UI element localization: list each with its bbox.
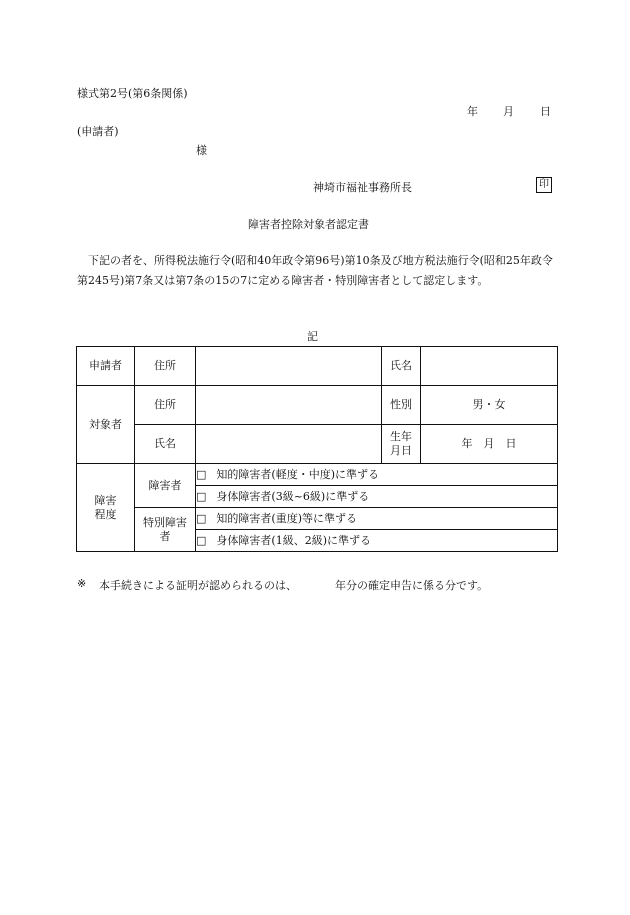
date-year: 年 [467,105,478,118]
option-physical-1-2[interactable] [196,530,558,552]
applicant-address-label: 住所 [135,347,196,386]
option-label: 知的障害者(重度)等に準ずる [216,511,357,525]
table-row [77,347,558,386]
gender-label: 性別 [382,386,421,425]
gender-value[interactable]: 男・女 [421,386,558,425]
disabled-cell: 障害者 [135,464,196,508]
table-row [77,425,558,464]
applicant-name-field[interactable] [421,347,558,386]
degree-cell: 障害程度 [77,464,135,552]
seal-mark: 印 [536,177,552,193]
checkbox-icon[interactable]: □ [196,489,207,503]
option-physical-3-6[interactable] [196,486,558,508]
applicant-address-field[interactable] [196,347,382,386]
footnote-mark: ※ [77,577,87,590]
honorific: 様 [196,144,207,157]
applicant-label: (申請者) [77,125,119,138]
form-number: 様式第2号(第6条関係) [77,87,188,100]
body-text: 下記の者を、所得税法施行令(昭和40年政令第96号)第10条及び地方税法施行令(昭和25年政令第245号)第7条又は第7条の15の7に定める障害者・特別障害者として認定します。 [77,254,553,287]
birth-date-label: 生年月日 [382,425,421,464]
footnote-text-after: 年分の確定申告に係る分です。 [335,579,489,592]
birth-date-value[interactable]: 年 月 日 [421,425,558,464]
certification-table [76,346,558,552]
checkbox-icon[interactable]: □ [196,511,207,525]
option-label: 身体障害者(1級、2級)に準ずる [216,533,371,547]
date-day: 日 [540,105,551,118]
document-title: 障害者控除対象者認定書 [248,218,369,231]
subject-name-field[interactable] [196,425,382,464]
subject-cell: 対象者 [77,386,135,464]
table-row [77,386,558,425]
option-mild-intellectual[interactable] [196,464,558,486]
checkbox-icon[interactable]: □ [196,467,207,481]
date-month: 月 [503,105,514,118]
option-severe-intellectual[interactable] [196,508,558,530]
ki-heading: 記 [307,330,318,343]
option-label: 身体障害者(3級~6級)に準ずる [216,489,370,503]
applicant-cell: 申請者 [77,347,135,386]
table-row [77,464,558,486]
subject-name-label: 氏名 [135,425,196,464]
special-disabled-cell: 特別障害者 [135,508,196,552]
table-row [77,508,558,530]
subject-address-field[interactable] [196,386,382,425]
issuer-name: 神埼市福祉事務所長 [313,181,412,194]
checkbox-icon[interactable]: □ [196,533,207,547]
option-label: 知的障害者(軽度・中度)に準ずる [216,467,379,481]
subject-address-label: 住所 [135,386,196,425]
footnote-text-before: 本手続きによる証明が認められるのは、 [99,579,297,592]
applicant-name-label: 氏名 [382,347,421,386]
